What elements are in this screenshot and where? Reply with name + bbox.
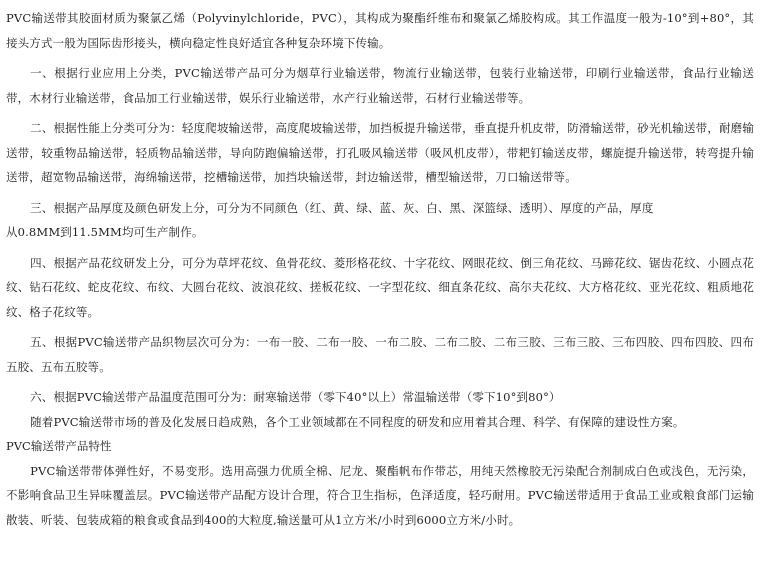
- market-development-paragraph: 随着PVC输送带市场的普及化发展日趋成熟，各个工业领域都在不同程度的研发和应用着其合理、科学、有保障的建设性方案。: [30, 414, 685, 429]
- intro-paragraph: PVC输送带其胶面材质为聚氯乙烯（Polyvinylchloride，PVC），其构成为聚酯纤维布和聚氯乙烯胶构成。其工作温度一般为-10°到+80°，其接头方式一般为国际齿形接头，横向稳定性良好适宜各种复杂环境下传输。: [6, 11, 754, 50]
- industry-classification-paragraph: 一、根据行业应用上分类，PVC输送带产品可分为烟草行业输送带，物流行业输送带，包装行业输送带，印刷行业输送带，食品行业输送带，木材行业输送带，食品加工行业输送带，娱乐行业输送带，水产行业输送带，石材行业输送带等。: [6, 66, 754, 105]
- thickness-color-paragraph: 三、根据产品厚度及颜色研发上分，可分为不同颜色（红、黄、绿、蓝、灰、白、黑、深篮绿、透明）、厚度的产品，厚度: [30, 200, 654, 215]
- thickness-range-line: 从0.8MM到11.5MM均可生产制作。: [6, 225, 204, 239]
- performance-classification-paragraph: 二、根据性能上分类可分为：轻度爬坡输送带，高度爬坡输送带，加挡板提升输送带，垂直提升机皮带，防滑输送带，砂光机输送带，耐磨输送带，较重物品输送带，轻质物品输送带，导向防跑偏输送带，打孔吸风输送带（吸风机皮带），带耙钉输送皮带，螺旋提升输送带，转弯提升输送带，超宽物品输送带，海绵输送带，挖槽输送带，加挡块输送带，封边输送带，槽型输送带，刀口输送带等。: [6, 121, 754, 184]
- temperature-range-paragraph: 六、根据PVC输送带产品温度范围可分为：耐寒输送带（零下40°以上）常温输送带（零下10°到80°）: [30, 390, 561, 404]
- features-paragraph: PVC输送带带体弹性好，不易变形。选用高强力优质全棉、尼龙、聚酯帆布作带芯，用纯天然橡胶无污染配合剂制成白色或浅色，无污染，不影响食品卫生异味覆盖层。PVC输送带产品配方设计合理，符合卫生指标，色泽适度，轻巧耐用。PVC输送带适用于食品工业或粮食部门运输散装、听装、包装成箱的粮食或食品到400的大粒度,输送量可从1立方米/小时到6000立方米/小时。: [6, 463, 754, 527]
- pattern-classification-paragraph: 四、根据产品花纹研发上分，可分为草坪花纹、鱼骨花纹、菱形格花纹、十字花纹、网眼花纹、倒三角花纹、马蹄花纹、锯齿花纹、小圆点花纹、钻石花纹、蛇皮花纹、布纹、大圆台花纹、波浪花纹、搓板花纹、一字型花纹、细直条花纹、高尔夫花纹、大方格花纹、亚光花纹、粗质地花纹、格子花纹等。: [6, 255, 754, 319]
- fabric-layer-paragraph: 五、根据PVC输送带产品织物层次可分为：一布一胶、二布一胶、一布二胶、二布二胶、二布三胶、三布三胶、三布四胶、四布四胶、四布五胶、五布五胶等。: [6, 335, 754, 374]
- features-heading: PVC输送带产品特性: [6, 439, 112, 453]
